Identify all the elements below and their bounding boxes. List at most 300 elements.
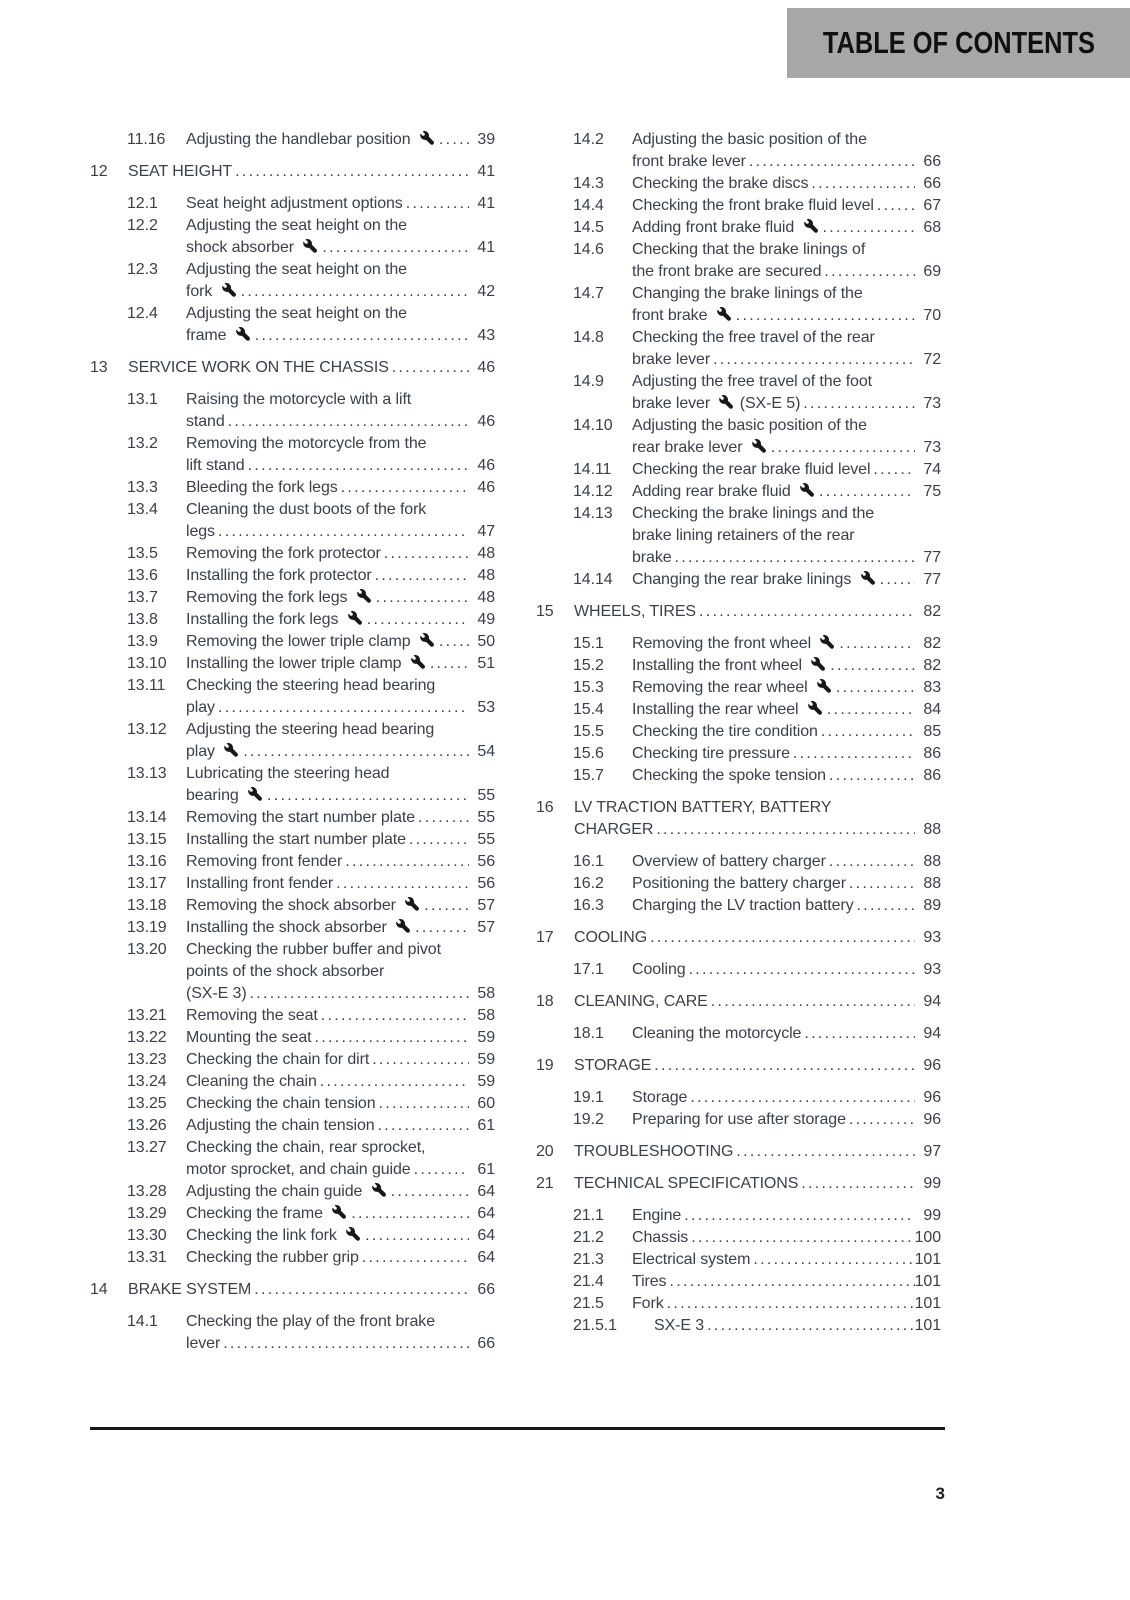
toc-subsection-entry — [90, 215, 495, 259]
toc-entry-number: 15.7 — [573, 767, 604, 784]
dot-leader — [312, 1027, 470, 1049]
dot-leader — [240, 741, 469, 763]
toc-title-text — [186, 587, 373, 609]
toc-entry-title — [632, 1109, 941, 1131]
toc-line-text: Installing the lower triple clamp — [186, 655, 406, 672]
toc-subsection-entry — [90, 631, 495, 653]
dot-leader — [827, 655, 915, 677]
toc-title-lastline — [632, 217, 941, 239]
toc-entry-title — [186, 1181, 495, 1203]
toc-entry-page: 93 — [923, 961, 941, 978]
toc-entry-number: 14.2 — [573, 131, 604, 148]
toc-entry-page: 59 — [477, 1073, 495, 1090]
toc-entry-page: 88 — [923, 821, 941, 838]
toc-title-line — [186, 961, 495, 983]
wrench-icon — [811, 657, 825, 671]
toc-entry-page: 58 — [477, 1007, 495, 1024]
wrench-icon — [719, 395, 733, 409]
dot-leader — [251, 1279, 469, 1301]
dot-leader — [854, 895, 915, 917]
toc-entry-title — [186, 1203, 495, 1225]
toc-line-text: Removing the fork protector — [186, 545, 381, 562]
toc-subsection-entry — [90, 939, 495, 1005]
toc-entry-title — [186, 1005, 495, 1027]
dot-leader — [318, 1005, 469, 1027]
toc-line-text: Installing the start number plate — [186, 831, 406, 848]
toc-title-text — [632, 195, 874, 217]
toc-entry-number: 21.5.1 — [573, 1317, 617, 1334]
footer-rule — [90, 1427, 945, 1430]
toc-entry-number: 19 — [536, 1057, 554, 1074]
toc-subsection-entry — [536, 1271, 941, 1293]
toc-title-line — [186, 499, 495, 521]
toc-title-text — [186, 1203, 348, 1225]
toc-entry-title — [574, 927, 941, 949]
toc-title-text — [186, 1027, 312, 1049]
toc-entry-page: 101 — [914, 1251, 941, 1268]
toc-subsection-entry — [90, 259, 495, 303]
toc-line-text: Installing the fork legs — [186, 611, 343, 628]
toc-column-right — [536, 129, 941, 1337]
toc-entry-page: 43 — [477, 327, 495, 344]
wrench-icon — [303, 239, 317, 253]
toc-subsection-entry — [536, 721, 941, 743]
wrench-icon — [717, 307, 731, 321]
toc-title-text — [632, 765, 826, 787]
toc-entry-number: 17 — [536, 929, 554, 946]
toc-title-lastline — [632, 895, 941, 917]
toc-title-lastline — [574, 927, 941, 949]
dot-leader — [746, 151, 915, 173]
wrench-icon — [804, 219, 818, 233]
toc-title-lastline — [632, 437, 941, 459]
toc-entry-number: 21 — [536, 1175, 554, 1192]
toc-entry-page: 101 — [914, 1317, 941, 1334]
toc-title-lastline — [632, 873, 941, 895]
toc-title-text — [186, 1225, 362, 1247]
toc-title-line — [632, 415, 941, 437]
dot-leader — [836, 633, 915, 655]
toc-title-lastline — [632, 851, 941, 873]
dot-leader — [681, 1205, 915, 1227]
toc-entry-title — [186, 653, 495, 675]
toc-entry-page: 82 — [923, 657, 941, 674]
toc-entry-page: 99 — [923, 1207, 941, 1224]
toc-entry-page: 61 — [477, 1161, 495, 1178]
dot-leader — [421, 895, 469, 917]
toc-line-text: Cleaning the chain — [186, 1073, 317, 1090]
toc-line-text: SEAT HEIGHT — [128, 163, 233, 180]
toc-title-line — [186, 939, 495, 961]
toc-title-text — [186, 1049, 369, 1071]
toc-entry-title — [574, 1141, 941, 1163]
toc-entry-page: 64 — [477, 1249, 495, 1266]
toc-entry-title — [574, 1173, 941, 1195]
toc-line-text: Removing the rear wheel — [632, 679, 812, 696]
toc-line-text: Adding front brake fluid — [632, 219, 799, 236]
toc-entry-page: 82 — [923, 635, 941, 652]
toc-line-text: Adjusting the seat height on the — [186, 261, 407, 278]
dot-leader — [821, 261, 915, 283]
toc-entry-page: 46 — [477, 479, 495, 496]
toc-title-text — [186, 785, 264, 807]
toc-title-line — [632, 239, 941, 261]
toc-entry-title — [632, 283, 941, 327]
toc-title-text — [632, 459, 870, 481]
toc-title-text — [186, 193, 403, 215]
dot-leader — [436, 631, 469, 653]
dot-leader — [381, 543, 469, 565]
toc-entry-page: 101 — [914, 1273, 941, 1290]
toc-title-lastline — [186, 631, 495, 653]
toc-entry-number: 13.1 — [127, 391, 158, 408]
dot-leader — [389, 357, 469, 379]
toc-subsection-entry — [536, 503, 941, 569]
toc-title-text — [574, 1141, 733, 1163]
toc-title-line — [186, 675, 495, 697]
toc-title-line — [186, 763, 495, 785]
toc-title-text — [632, 217, 820, 239]
toc-entry-page: 57 — [477, 897, 495, 914]
toc-line-text: LV TRACTION BATTERY, BATTERY — [574, 799, 832, 816]
toc-line-text: rear brake lever — [632, 439, 747, 456]
toc-title-lastline — [632, 569, 941, 591]
toc-entry-number: 13.3 — [127, 479, 158, 496]
toc-title-lastline — [186, 1049, 495, 1071]
dot-leader — [647, 927, 915, 949]
toc-title-text — [632, 393, 800, 415]
toc-title-text — [186, 543, 381, 565]
toc-entry-title — [632, 1023, 941, 1045]
toc-entry-number: 15.6 — [573, 745, 604, 762]
toc-line-text: Charging the LV traction battery — [632, 897, 854, 914]
toc-title-text — [186, 631, 436, 653]
toc-title-text — [632, 1227, 688, 1249]
toc-title-lastline — [632, 151, 941, 173]
wrench-icon — [420, 633, 434, 647]
toc-subsection-entry — [90, 873, 495, 895]
toc-entry-number: 13.23 — [127, 1051, 167, 1068]
toc-entry-number: 13.27 — [127, 1139, 167, 1156]
toc-entry-page: 61 — [477, 1117, 495, 1134]
page-header — [787, 8, 1130, 78]
toc-title-text — [632, 699, 824, 721]
toc-entry-number: 13.28 — [127, 1183, 167, 1200]
toc-line-text: Checking the frame — [186, 1205, 328, 1222]
toc-title-text — [128, 161, 232, 183]
toc-line-text: TECHNICAL SPECIFICATIONS — [574, 1175, 799, 1192]
toc-title-text — [632, 633, 836, 655]
toc-line-text: Bleeding the fork legs — [186, 479, 338, 496]
dot-leader — [800, 393, 915, 415]
toc-title-text — [632, 655, 827, 677]
toc-title-lastline — [632, 655, 941, 677]
toc-subsection-entry — [536, 173, 941, 195]
toc-entry-page: 82 — [923, 603, 941, 620]
toc-title-text — [632, 1109, 846, 1131]
toc-entry-number: 14.9 — [573, 373, 604, 390]
toc-entry-page: 64 — [477, 1183, 495, 1200]
dot-leader — [372, 565, 469, 587]
toc-subsection-entry — [90, 1049, 495, 1071]
toc-line-text: (SX-E 5) — [735, 395, 801, 412]
toc-entry-number: 13.15 — [127, 831, 167, 848]
toc-entry-title — [632, 743, 941, 765]
toc-line-text: Removing the motorcycle from the — [186, 435, 427, 452]
toc-entry-number: 14.6 — [573, 241, 604, 258]
dot-leader — [247, 983, 469, 1005]
toc-line-text: legs — [186, 523, 215, 540]
toc-title-line — [186, 389, 495, 411]
wrench-icon — [411, 655, 425, 669]
wrench-icon — [222, 283, 236, 297]
toc-entry-number: 21.2 — [573, 1229, 604, 1246]
toc-title-text — [186, 1159, 411, 1181]
toc-title-lastline — [186, 807, 495, 829]
toc-entry-page: 73 — [923, 439, 941, 456]
toc-line-text: Adjusting the seat height on the — [186, 217, 407, 234]
toc-title-lastline — [632, 633, 941, 655]
toc-title-text — [632, 1249, 750, 1271]
toc-subsection-entry — [536, 239, 941, 283]
toc-entry-title — [186, 1093, 495, 1115]
toc-title-text — [186, 741, 240, 763]
wrench-icon — [224, 743, 238, 757]
toc-title-lastline — [632, 677, 941, 699]
toc-entry-page: 56 — [477, 853, 495, 870]
toc-entry-number: 13.26 — [127, 1117, 167, 1134]
toc-entry-page: 55 — [477, 809, 495, 826]
toc-entry-number: 21.5 — [573, 1295, 604, 1312]
toc-entry-title — [632, 895, 941, 917]
toc-subsection-entry — [536, 1293, 941, 1315]
dot-leader — [411, 1159, 469, 1181]
toc-entry-page: 74 — [923, 461, 941, 478]
toc-title-lastline — [186, 917, 495, 939]
dot-leader — [359, 1247, 469, 1269]
dot-leader — [733, 305, 915, 327]
toc-entry-number: 17.1 — [573, 961, 604, 978]
toc-subsection-entry — [536, 633, 941, 655]
toc-subsection-entry — [90, 389, 495, 433]
toc-entry-number: 15.2 — [573, 657, 604, 674]
toc-subsection-entry — [90, 851, 495, 873]
toc-subsection-entry — [90, 763, 495, 807]
toc-title-text — [632, 743, 790, 765]
toc-line-text: the front brake are secured — [632, 263, 822, 280]
dot-leader — [672, 547, 915, 569]
toc-entry-page: 51 — [477, 655, 495, 672]
wrench-icon — [420, 131, 434, 145]
toc-title-line — [186, 1137, 495, 1159]
toc-entry-title — [632, 569, 941, 591]
toc-title-text — [186, 829, 406, 851]
toc-subsection-entry — [90, 193, 495, 215]
toc-subsection-entry — [90, 477, 495, 499]
wrench-icon — [861, 571, 875, 585]
toc-subsection-entry — [90, 653, 495, 675]
toc-line-text: fork — [186, 283, 217, 300]
dot-leader — [319, 237, 469, 259]
toc-title-text — [186, 411, 225, 433]
toc-entry-page: 88 — [923, 853, 941, 870]
toc-line-text: Checking the steering head bearing — [186, 677, 436, 694]
toc-title-lastline — [186, 543, 495, 565]
toc-subsection-entry — [90, 565, 495, 587]
dot-leader — [846, 1109, 915, 1131]
toc-entry-title — [632, 959, 941, 981]
dot-leader — [688, 1227, 914, 1249]
toc-title-text — [632, 261, 821, 283]
toc-entry-title — [632, 1087, 941, 1109]
toc-entry-number: 13.16 — [127, 853, 167, 870]
toc-subsection-entry — [536, 217, 941, 239]
toc-subsection-entry — [536, 1249, 941, 1271]
toc-title-text — [632, 569, 877, 591]
toc-entry-title — [632, 1293, 941, 1315]
toc-title-text — [186, 983, 247, 1005]
toc-entry-page: 59 — [477, 1051, 495, 1068]
footer-page-number: 3 — [935, 1484, 945, 1503]
toc-entry-number: 12.1 — [127, 195, 158, 212]
toc-line-text: Removing the lower triple clamp — [186, 633, 415, 650]
toc-entry-title — [186, 631, 495, 653]
toc-title-lastline — [632, 1023, 941, 1045]
toc-title-line — [186, 215, 495, 237]
toc-title-lastline — [186, 1093, 495, 1115]
toc-title-text — [654, 1315, 704, 1337]
toc-entry-page: 57 — [477, 919, 495, 936]
toc-entry-title — [632, 217, 941, 239]
toc-section-entry — [536, 991, 941, 1013]
toc-subsection-entry — [90, 675, 495, 719]
wrench-icon — [808, 701, 822, 715]
toc-line-text: Storage — [632, 1089, 688, 1106]
toc-line-text: Adjusting the basic position of the — [632, 131, 867, 148]
toc-subsection-entry — [536, 677, 941, 699]
toc-title-lastline — [186, 477, 495, 499]
toc-entry-number: 14.14 — [573, 571, 613, 588]
toc-section-entry — [536, 927, 941, 949]
toc-line-text: Fork — [632, 1295, 664, 1312]
toc-subsection-entry — [90, 807, 495, 829]
dot-leader — [388, 1181, 469, 1203]
toc-line-text: brake lever — [632, 395, 715, 412]
toc-entry-number: 13.9 — [127, 633, 158, 650]
dot-leader — [818, 721, 915, 743]
toc-title-lastline — [186, 1225, 495, 1247]
toc-entry-page: 48 — [477, 545, 495, 562]
toc-entry-title — [632, 327, 941, 371]
dot-leader — [798, 1173, 915, 1195]
toc-line-text: Checking the front brake fluid level — [632, 197, 874, 214]
toc-title-lastline — [632, 481, 941, 503]
toc-line-text: Adjusting the chain guide — [186, 1183, 367, 1200]
toc-entry-number: 13.8 — [127, 611, 158, 628]
toc-entry-title — [186, 499, 495, 543]
toc-entry-number: 21.1 — [573, 1207, 604, 1224]
toc-entry-page: 48 — [477, 567, 495, 584]
toc-entry-title — [186, 807, 495, 829]
toc-title-lastline — [186, 697, 495, 719]
toc-entry-number: 12.2 — [127, 217, 158, 234]
toc-subsection-entry — [536, 655, 941, 677]
toc-line-text: Checking the free travel of the rear — [632, 329, 875, 346]
dot-leader — [874, 195, 915, 217]
toc-title-line — [632, 129, 941, 151]
toc-line-text: Adjusting the steering head bearing — [186, 721, 435, 738]
toc-entry-title — [632, 1271, 941, 1293]
toc-subsection-entry — [90, 1027, 495, 1049]
dot-leader — [833, 677, 915, 699]
toc-entry-title — [632, 1205, 941, 1227]
toc-line-text: (SX-E 3) — [186, 985, 247, 1002]
toc-title-text — [186, 1005, 318, 1027]
toc-entry-title — [186, 1027, 495, 1049]
dot-leader — [653, 819, 915, 841]
toc-entry-page: 101 — [914, 1295, 941, 1312]
toc-entry-title — [186, 587, 495, 609]
toc-entry-number: 14.7 — [573, 285, 604, 302]
toc-entry-page: 55 — [477, 831, 495, 848]
toc-line-text: brake lever — [632, 351, 711, 368]
toc-section-entry — [536, 1173, 941, 1195]
dot-leader — [750, 1249, 914, 1271]
toc-column-left — [90, 129, 495, 1355]
wrench-icon — [236, 327, 250, 341]
toc-entry-number: 13.30 — [127, 1227, 167, 1244]
toc-title-line — [186, 259, 495, 281]
toc-subsection-entry — [536, 371, 941, 415]
toc-line-text: TROUBLESHOOTING — [574, 1143, 734, 1160]
toc-title-text — [128, 1279, 251, 1301]
toc-subsection-entry — [536, 195, 941, 217]
toc-entry-title — [186, 1049, 495, 1071]
toc-entry-number: 18 — [536, 993, 554, 1010]
toc-entry-page: 70 — [923, 307, 941, 324]
toc-entry-page: 55 — [477, 787, 495, 804]
dot-leader — [436, 129, 469, 151]
toc-line-text: Removing front fender — [186, 853, 343, 870]
toc-entry-title — [186, 1311, 495, 1355]
toc-entry-number: 12.3 — [127, 261, 158, 278]
toc-entry-title — [632, 1249, 941, 1271]
toc-line-text: Checking the brake discs — [632, 175, 809, 192]
toc-title-text — [186, 1181, 388, 1203]
dot-leader — [362, 1225, 469, 1247]
toc-section-entry — [90, 1279, 495, 1301]
toc-subsection-entry — [90, 543, 495, 565]
toc-title-line — [186, 303, 495, 325]
dot-leader — [342, 851, 469, 873]
dot-leader — [664, 1293, 915, 1315]
toc-title-lastline — [632, 765, 941, 787]
toc-subsection-entry — [90, 1311, 495, 1355]
toc-entry-title — [186, 763, 495, 807]
toc-line-text: Checking the tire condition — [632, 723, 818, 740]
toc-entry-title — [186, 851, 495, 873]
toc-title-text — [574, 1173, 798, 1195]
toc-subsection-entry — [90, 499, 495, 543]
toc-title-text — [632, 1293, 664, 1315]
toc-title-line — [632, 371, 941, 393]
toc-title-lastline — [186, 193, 495, 215]
toc-title-lastline — [186, 455, 495, 477]
toc-title-line — [574, 797, 941, 819]
toc-title-text — [632, 873, 846, 895]
toc-line-text: Mounting the seat — [186, 1029, 312, 1046]
toc-entry-number: 14.5 — [573, 219, 604, 236]
